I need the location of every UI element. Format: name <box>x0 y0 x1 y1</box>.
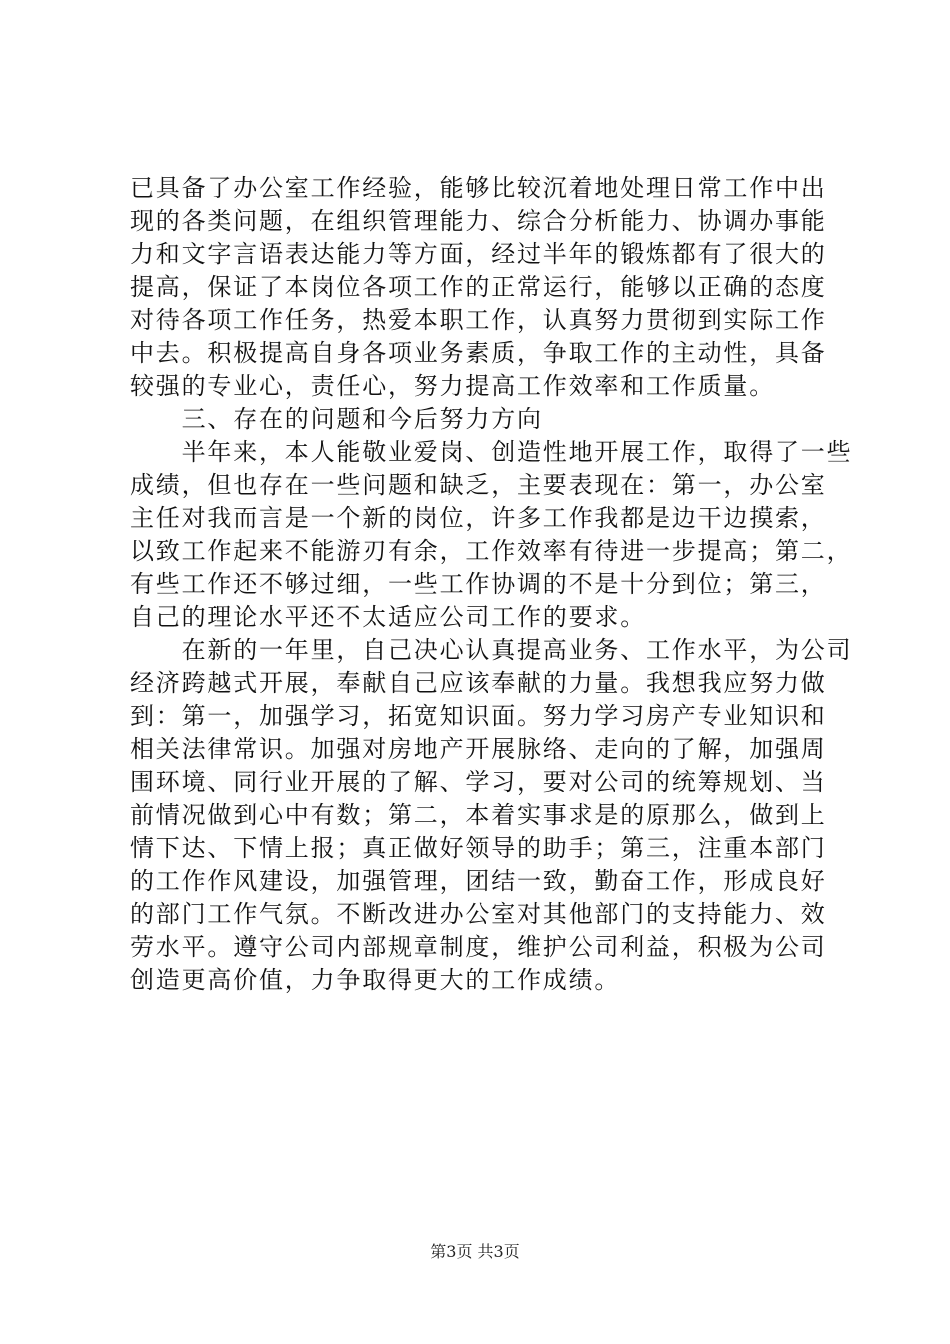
text-line: 相关法律常识。加强对房地产开展脉络、走向的了解，加强周 <box>130 735 827 763</box>
text-line: 自己的理论水平还不太适应公司工作的要求。 <box>130 603 646 631</box>
text-line: 的工作作风建设，加强管理，团结一致，勤奋工作，形成良好 <box>130 867 827 895</box>
page-number-footer: 第3页 共3页 <box>430 1242 520 1261</box>
text-line: 提高，保证了本岗位各项工作的正常运行，能够以正确的态度 <box>130 273 827 301</box>
text-line: 较强的专业心，责任心，努力提高工作效率和工作质量。 <box>130 372 775 400</box>
text-line: 对待各项工作任务，热爱本职工作，认真努力贯彻到实际工作 <box>130 306 827 334</box>
text-line: 以致工作起来不能游刃有余，工作效率有待进一步提高；第二， <box>130 537 853 565</box>
text-line: 现的各类问题，在组织管理能力、综合分析能力、协调办事能 <box>130 207 827 235</box>
text-line: 创造更高价值，力争取得更大的工作成绩。 <box>130 966 621 994</box>
text-line: 前情况做到心中有数；第二，本着实事求是的原那么，做到上 <box>130 801 827 829</box>
text-line: 成绩，但也存在一些问题和缺乏，主要表现在：第一，办公室 <box>130 471 827 499</box>
text-line: 已具备了办公室工作经验，能够比较沉着地处理日常工作中出 <box>130 174 827 202</box>
text-line: 主任对我而言是一个新的岗位，许多工作我都是边干边摸索， <box>130 504 827 532</box>
text-line: 情下达、下情上报；真正做好领导的助手；第三，注重本部门 <box>130 834 827 862</box>
text-line: 中去。积极提高自身各项业务素质，争取工作的主动性，具备 <box>130 339 827 367</box>
text-line: 有些工作还不够过细，一些工作协调的不是十分到位；第三， <box>130 570 827 598</box>
text-line: 劳水平。遵守公司内部规章制度，维护公司利益，积极为公司 <box>130 933 827 961</box>
text-line: 力和文字言语表达能力等方面，经过半年的锻炼都有了很大的 <box>130 240 827 268</box>
text-line: 到：第一，加强学习，拓宽知识面。努力学习房产专业知识和 <box>130 702 827 730</box>
text-line: 在新的一年里，自己决心认真提高业务、工作水平，为公司 <box>130 636 853 664</box>
document-body <box>130 172 853 997</box>
text-line: 的部门工作气氛。不断改进办公室对其他部门的支持能力、效 <box>130 900 827 928</box>
text-line: 经济跨越式开展，奉献自己应该奉献的力量。我想我应努力做 <box>130 669 827 697</box>
text-line: 围环境、同行业开展的了解、学习，要对公司的统筹规划、当 <box>130 768 827 796</box>
text-line: 半年来，本人能敬业爱岗、创造性地开展工作，取得了一些 <box>130 438 853 466</box>
section-heading: 三、存在的问题和今后努力方向 <box>130 405 543 433</box>
